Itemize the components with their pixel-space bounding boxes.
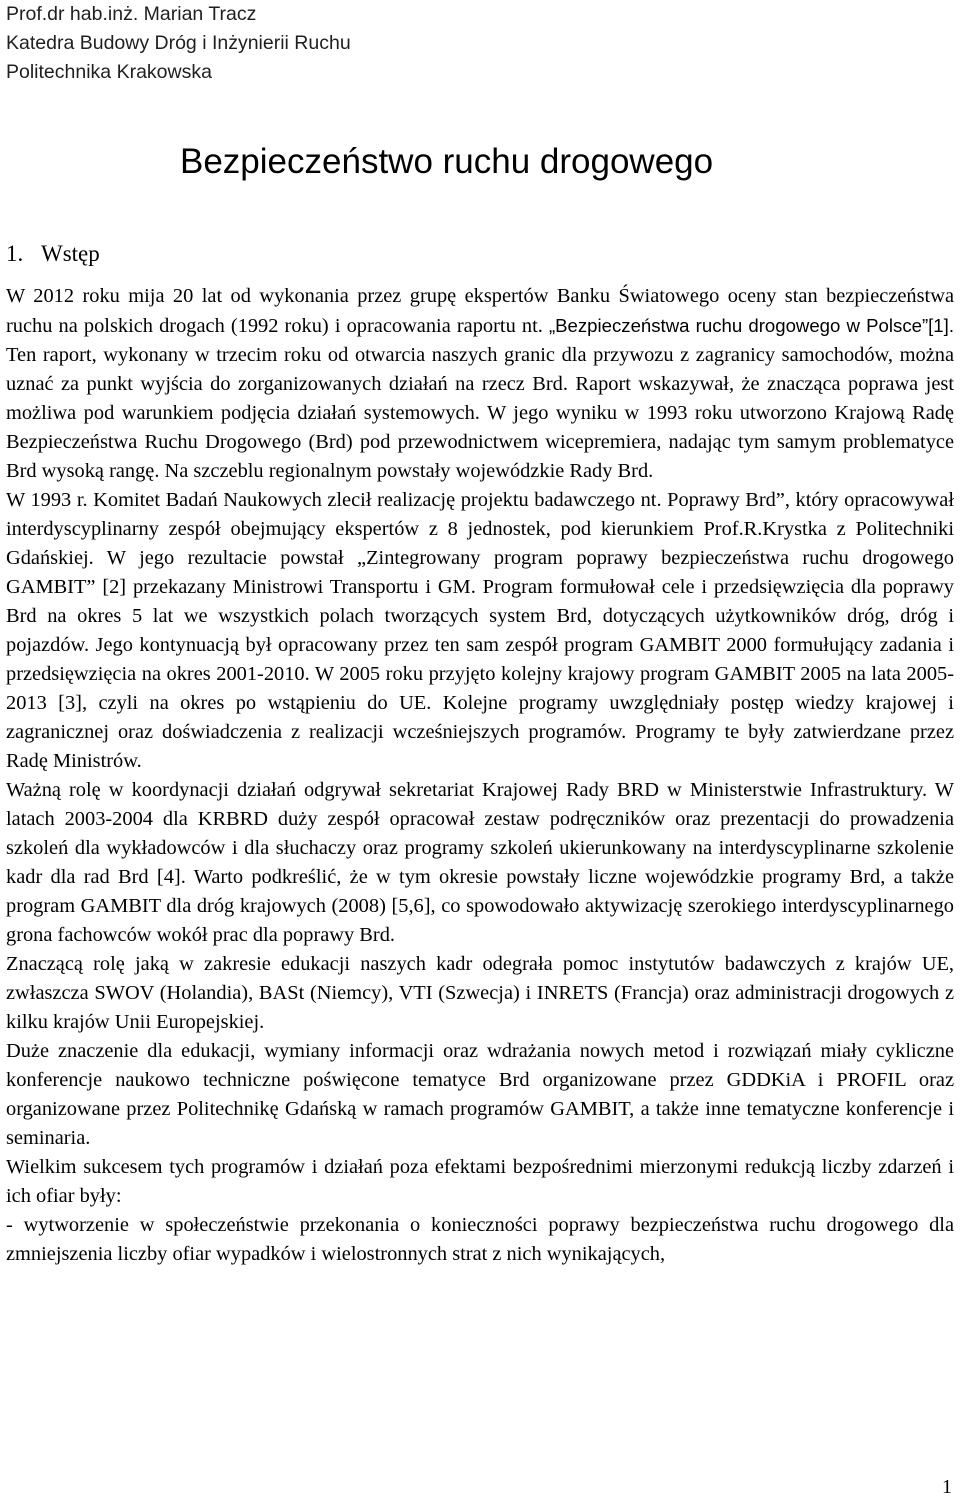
- paragraph-text: W jego wyniku w 1993 roku utworzono Krajową Radę Bezpieczeństwa Ruchu Drogowego (Brd) pod przewodnictwem wicepremiera, nadając tym samym problematyce Brd wysoką rangę. Na szczeblu regionalnym powstały wojewódzkie Rady Brd.: [6, 402, 954, 482]
- paragraph-text: Komitet Badań Naukowych zlecił realizację projektu badawczego nt.: [87, 489, 662, 511]
- paragraph-6: Wielkim sukcesem tych programów i działań poza efektami bezpośrednimi mierzonymi redukcją liczby zdarzeń i ich ofiar były:: [6, 1156, 954, 1207]
- author-name: Prof.dr hab.inż. Marian Tracz: [6, 3, 257, 25]
- paragraph-text: Ważną rolę w koordynacji działań odgrywał sekretariat Krajowej Rady BRD w Ministerstwie Infrastruktury.: [6, 779, 928, 801]
- paragraph-text: Program formułował cele i przedsięwzięcia dla poprawy Brd na okres 5 lat we wszystkich polach tworzących system Brd, dotyczących użytkowników dróg, dróg i pojazdów.: [6, 576, 955, 656]
- paragraph-text: W 2012 roku mija 20 lat od wykonania przez grupę ekspertów Banku Światowego oceny stan bezpieczeństwa ruchu na polskich drogach (1992 roku) i opracowania raportu nt.: [6, 285, 954, 337]
- paragraph-text: W jego rezultacie powstał „Zintegrowany program poprawy bezpieczeństwa ruchu drogowego GAMBIT” [2] przekazany Ministrowi Transportu i GM.: [6, 547, 954, 598]
- paragraph-7: - wytworzenie w społeczeństwie przekonania o konieczności poprawy bezpieczeństwa ruchu drogowego dla zmniejszenia liczby ofiar wypadków i wielostronnych strat z nich wynikających,: [6, 1214, 954, 1265]
- paragraph-text: Jego kontynuacją był opracowany przez ten sam zespół program GAMBIT 2000 formułujący zadania i przedsięwzięcia na okres 2001-2010. W 2005 roku przyjęto kolejny krajowy program GAMBIT 2005 na lata 2005-2013 [3], czyli na okres po wstąpieniu do UE.: [6, 634, 954, 714]
- author-header: [6, 0, 351, 87]
- paragraph-3: [6, 776, 954, 950]
- report-citation: „Bezpieczeństwa ruchu drogowego w Polsce”[1].: [548, 315, 954, 336]
- paragraph-text: Kolejne programy uwzględniały postęp wiedzy krajowej i zagranicznej oraz doświadczenia z realizacji wcześniejszych programów. Programy te były zatwierdzane przez Radę Ministrów.: [6, 692, 954, 772]
- paragraph-5: Duże znaczenie dla edukacji, wymiany informacji oraz wdrażania nowych metod i rozwiązań miały cykliczne konferencje naukowo techniczne poświęcone tematyce Brd organizowane przez GDDKiA i PROFIL oraz organizowane przez Politechnikę Gdańską w ramach programów GAMBIT, a także inne tematyczne konferencje i seminaria.: [6, 1040, 954, 1149]
- paragraph-1: [6, 282, 954, 486]
- section-number: 1.: [6, 241, 24, 266]
- paragraph-text: Poprawy Brd”, który opracowywał interdyscyplinarny zespół obejmujący ekspertów z 8 jednostek, pod kierunkiem Prof.R.Krystka z Politechniki Gdańskiej.: [6, 489, 954, 569]
- page-number: 1: [942, 1476, 952, 1498]
- paragraph-text: W 1993 r.: [6, 489, 88, 511]
- section-title: Wstęp: [41, 241, 100, 266]
- paragraph-text: Ten raport, wykonany w trzecim roku od otwarcia naszych granic dla przywozu z zagranicy samochodów, można uznać za punkt wyjścia do zorganizowanych działań na rzecz Brd.: [6, 344, 954, 395]
- document-title: Bezpieczeństwo ruchu drogowego: [180, 142, 714, 181]
- paragraph-2: [6, 486, 954, 776]
- paragraph-4: Znaczącą rolę jaką w zakresie edukacji naszych kadr odegrała pomoc instytutów badawczych z krajów UE, zwłaszcza SWOV (Holandia), BASt (Niemcy), VTI (Szwecja) i INRETS (Francja) oraz administracji drogowych z kilku krajów Unii Europejskiej.: [6, 953, 954, 1033]
- university-name: Politechnika Krakowska: [6, 61, 212, 83]
- document-body: [6, 282, 954, 1269]
- department-name: Katedra Budowy Dróg i Inżynierii Ruchu: [6, 32, 351, 54]
- paragraph-text: Raport wskazywał, że znacząca poprawa jest możliwa pod warunkiem podjęcia działań systemowych.: [6, 373, 954, 424]
- section-heading: [6, 238, 100, 270]
- paragraph-text: W latach 2003-2004 dla KRBRD duży zespół opracował zestaw podręczników oraz prezentacji do prowadzenia szkoleń dla wykładowców i dla słuchaczy oraz programy szkoleń ukierunkowany na interdyscyplinarne szkolenie kadr dla rad Brd [4]. Warto podkreślić, że w tym okresie powstały liczne wojewódzkie programy Brd, a także program GAMBIT dla dróg krajowych (2008) [5,6], co spowodowało aktywizację szerokiego interdyscyplinarnego grona fachowców wokół prac dla poprawy Brd.: [6, 779, 954, 946]
